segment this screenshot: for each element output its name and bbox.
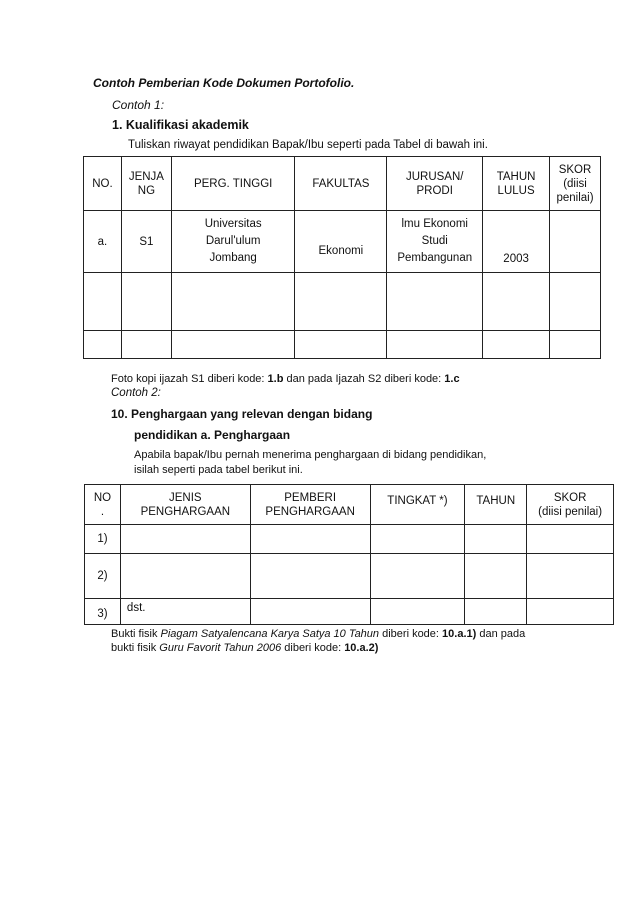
cell-fakultas: Ekonomi <box>295 211 387 273</box>
header-tahun: TAHUN LULUS <box>483 157 550 211</box>
header-jenis: JENIS PENGHARGAAN <box>120 485 250 525</box>
header-fakultas: FAKULTAS <box>295 157 387 211</box>
section-2-note-line2: bukti fisik Guru Favorit Tahun 2006 diberi kode: 10.a.2) <box>111 642 379 654</box>
section-2-instruction-line2: isilah seperti pada tabel berikut ini. <box>134 464 303 476</box>
page-title: Contoh Pemberian Kode Dokumen Portofolio. <box>93 76 355 90</box>
cell-jurusan: lmu Ekonomi Studi Pembangunan <box>387 211 483 273</box>
row-dst: dst. <box>120 599 250 625</box>
header-jenjang: JENJA NG <box>121 157 171 211</box>
table-row <box>84 211 601 273</box>
education-table <box>83 156 601 359</box>
header-no: NO. <box>84 157 122 211</box>
row-number: 3) <box>85 599 121 625</box>
cell-perg-tinggi: Universitas Darul'ulum Jombang <box>171 211 295 273</box>
row-number: 2) <box>85 554 121 599</box>
table-row <box>84 273 601 331</box>
header-skor: SKOR (diisi penilai) <box>527 485 614 525</box>
section-2-subheading: pendidikan a. Penghargaan <box>134 428 291 442</box>
cell-tahun: 2003 <box>483 211 550 273</box>
example-1-label: Contoh 1: <box>112 98 165 112</box>
header-pemberi: PEMBERI PENGHARGAAN <box>250 485 370 525</box>
section-1-note: Foto kopi ijazah S1 diberi kode: 1.b dan pada Ijazah S2 diberi kode: 1.c <box>111 373 460 385</box>
header-jurusan: JURUSAN/ PRODI <box>387 157 483 211</box>
header-tingkat: TINGKAT *) <box>370 485 465 525</box>
cell-jenjang: S1 <box>121 211 171 273</box>
table-row <box>85 599 614 625</box>
header-perg-tinggi: PERG. TINGGI <box>171 157 295 211</box>
section-1-heading: 1. Kualifikasi akademik <box>112 118 249 132</box>
award-table <box>84 484 614 625</box>
section-1-instruction: Tuliskan riwayat pendidikan Bapak/Ibu seperti pada Tabel di bawah ini. <box>128 139 488 151</box>
example-2-label: Contoh 2: <box>111 387 161 399</box>
table-row <box>85 525 614 554</box>
row-number: 1) <box>85 525 121 554</box>
cell-skor <box>550 211 601 273</box>
table-header-row <box>85 485 614 525</box>
table-row <box>85 554 614 599</box>
section-2-instruction-line1: Apabila bapak/Ibu pernah menerima penghargaan di bidang pendidikan, <box>134 449 487 461</box>
header-skor: SKOR (diisi penilai) <box>550 157 601 211</box>
table-row <box>84 331 601 359</box>
header-tahun: TAHUN <box>465 485 527 525</box>
cell-no: a. <box>84 211 122 273</box>
section-2-heading: 10. Penghargaan yang relevan dengan bidang <box>111 407 373 421</box>
table-header-row <box>84 157 601 211</box>
section-2-note-line1: Bukti fisik Piagam Satyalencana Karya Satya 10 Tahun diberi kode: 10.a.1) dan pada <box>111 628 526 640</box>
header-no: NO . <box>85 485 121 525</box>
